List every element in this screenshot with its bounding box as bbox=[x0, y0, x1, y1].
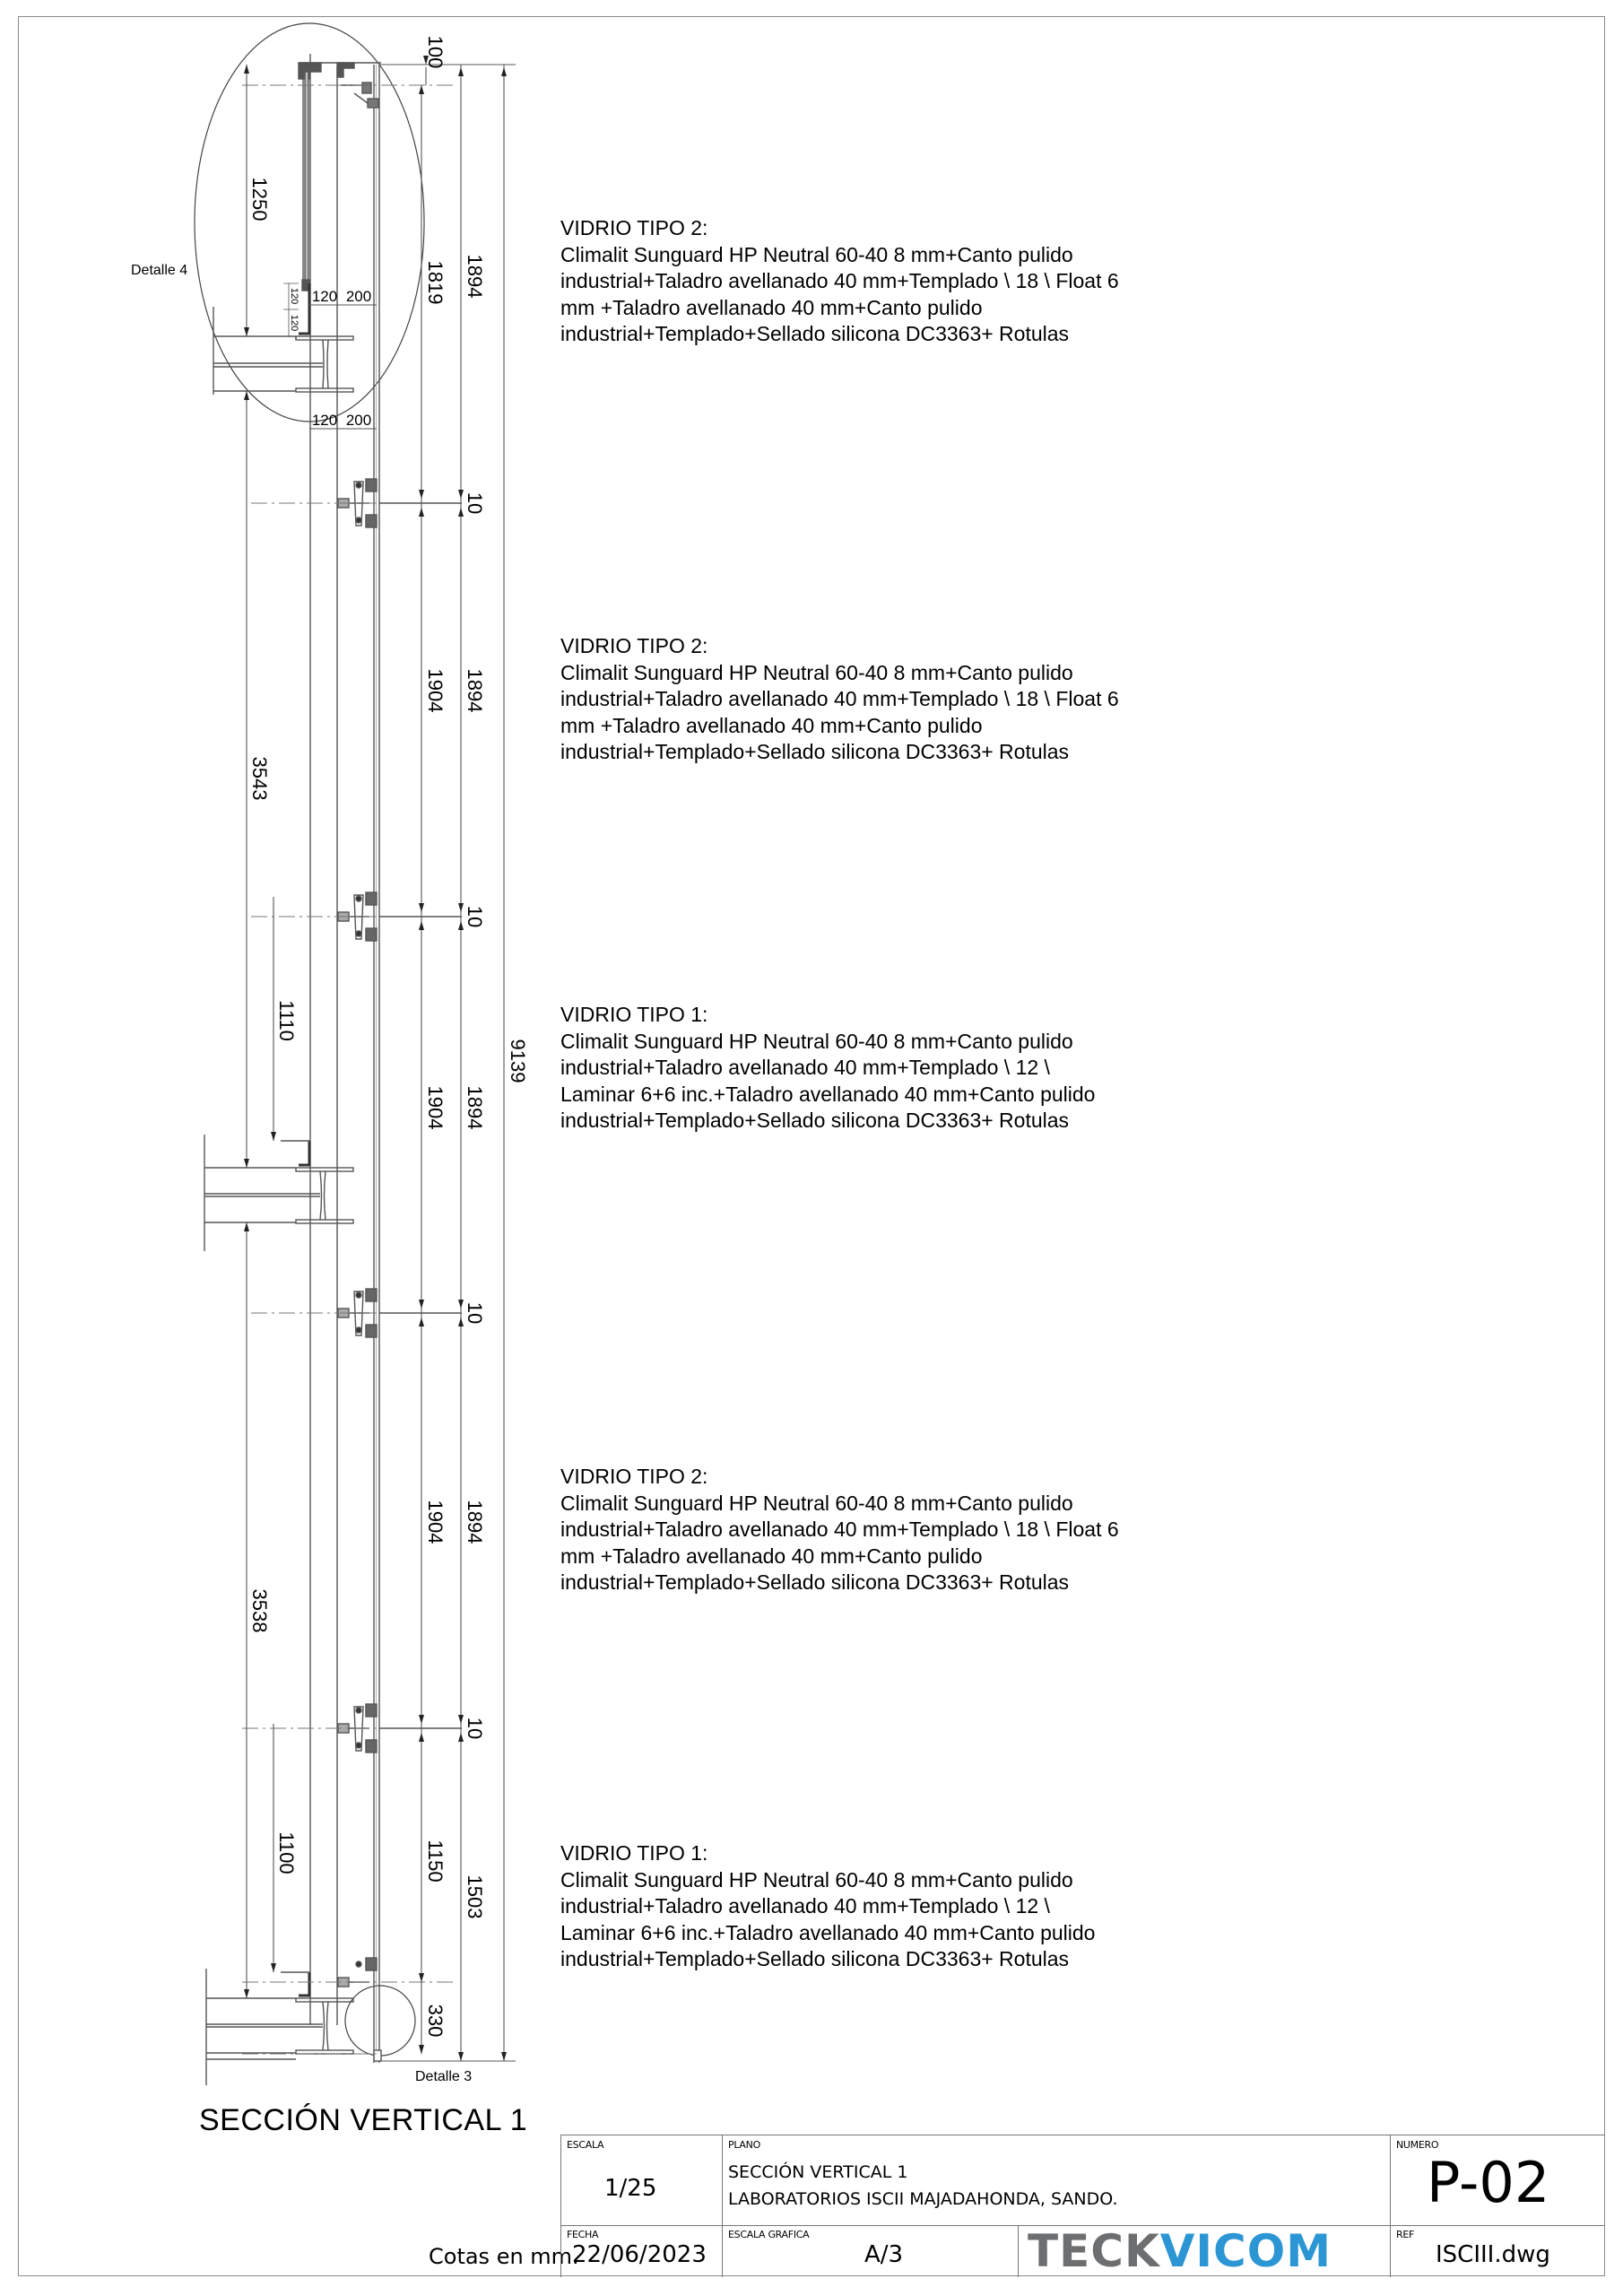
fecha-label: FECHA bbox=[567, 2229, 599, 2240]
note-line: industrial+Taladro avellanado 40 mm+Templado \ 12 \ bbox=[560, 1056, 1050, 1079]
note-line: industrial+Templado+Sellado silicona DC3363+ Rotulas bbox=[560, 322, 1070, 345]
dim-lines bbox=[247, 65, 516, 2061]
detail-4-callout bbox=[195, 23, 424, 422]
dim-panel1-outer: 1894 bbox=[464, 254, 486, 299]
numero-value: P-02 bbox=[1427, 2150, 1550, 2215]
note-heading: VIDRIO TIPO 2: bbox=[560, 216, 708, 239]
escala-grafica-label: ESCALA GRAFICA bbox=[728, 2229, 810, 2240]
dim-joint-3: 10 bbox=[464, 1301, 486, 1325]
dim-detail-small-2: 120 bbox=[289, 314, 299, 332]
escala-cell bbox=[560, 2135, 722, 2225]
note-line: industrial+Templado+Sellado silicona DC3363+ Rotulas bbox=[560, 740, 1070, 763]
note-heading: VIDRIO TIPO 1: bbox=[560, 1841, 708, 1865]
dim-slab-span-1: 3543 bbox=[248, 756, 271, 801]
dim-panel5-inner: 1150 bbox=[424, 1839, 447, 1883]
fecha-value: 22/06/2023 bbox=[572, 2241, 707, 2268]
note-line: mm +Taladro avellanado 40 mm+Canto pulido bbox=[560, 713, 983, 737]
slab-middle bbox=[204, 1135, 353, 1251]
dim-top-offset: 100 bbox=[424, 35, 447, 69]
detail-3-label: Detalle 3 bbox=[415, 2069, 473, 2084]
detail-4-label: Detalle 4 bbox=[131, 263, 188, 278]
dim-panel2-outer: 1894 bbox=[464, 668, 486, 713]
section-title: SECCIÓN VERTICAL 1 bbox=[199, 2103, 528, 2137]
note-line: industrial+Taladro avellanado 40 mm+Templado \ 18 \ Float 6 bbox=[560, 269, 1119, 292]
glass-note bbox=[560, 633, 1170, 766]
dim-top-left-height: 1250 bbox=[248, 177, 271, 222]
logo-part-2: VICOM bbox=[1159, 2225, 1332, 2277]
dim-panel4-inner: 1904 bbox=[424, 1500, 447, 1544]
detail-3-callout bbox=[345, 1986, 415, 2056]
dim-slab-span-2: 3538 bbox=[248, 1588, 271, 1633]
plano-line-2: LABORATORIOS ISCII MAJADAHONDA, SANDO. bbox=[728, 2189, 1118, 2209]
ref-label: REF bbox=[1396, 2229, 1415, 2240]
dim-panel4-outer: 1894 bbox=[464, 1500, 486, 1544]
note-line: industrial+Templado+Sellado silicona DC3363+ Rotulas bbox=[560, 1947, 1070, 1970]
note-line: mm +Taladro avellanado 40 mm+Canto pulido bbox=[560, 295, 983, 319]
note-line: industrial+Taladro avellanado 40 mm+Templado \ 18 \ Float 6 bbox=[560, 687, 1119, 710]
note-line: Climalit Sunguard HP Neutral 60-40 8 mm+Canto pulido bbox=[560, 660, 1073, 684]
glass-note bbox=[560, 1840, 1170, 1973]
fecha-cell bbox=[560, 2225, 722, 2277]
numero-cell bbox=[1390, 2135, 1605, 2225]
note-line: industrial+Taladro avellanado 40 mm+Templado \ 18 \ Float 6 bbox=[560, 1518, 1119, 1541]
dim-detail-small-1: 120 bbox=[289, 287, 299, 305]
title-block bbox=[560, 2135, 1605, 2277]
note-heading: VIDRIO TIPO 2: bbox=[560, 1465, 708, 1488]
glass-note bbox=[560, 1002, 1170, 1135]
escala-value: 1/25 bbox=[604, 2175, 657, 2202]
glass-note bbox=[560, 1464, 1170, 1596]
plano-cell bbox=[722, 2135, 1390, 2225]
logo-cell bbox=[1018, 2225, 1390, 2277]
note-line: Climalit Sunguard HP Neutral 60-40 8 mm+Canto pulido bbox=[560, 242, 1073, 266]
dim-panel3-inner: 1904 bbox=[424, 1085, 447, 1130]
escala-grafica-cell bbox=[722, 2225, 1018, 2277]
dim-offset-120-b: 120 bbox=[311, 412, 338, 429]
units-note: Cotas en mm. bbox=[429, 2244, 579, 2269]
dim-panel2-inner: 1904 bbox=[424, 668, 447, 713]
dim-offset-200-a: 200 bbox=[345, 288, 372, 305]
dim-arrows bbox=[244, 56, 507, 2061]
dim-panel5-outer: 1503 bbox=[464, 1874, 486, 1919]
top-cap bbox=[299, 63, 381, 287]
note-heading: VIDRIO TIPO 1: bbox=[560, 1003, 708, 1026]
note-line: Laminar 6+6 inc.+Taladro avellanado 40 mm+Canto pulido bbox=[560, 1920, 1096, 1944]
note-line: Climalit Sunguard HP Neutral 60-40 8 mm+Canto pulido bbox=[560, 1867, 1073, 1892]
ref-cell bbox=[1390, 2225, 1605, 2277]
dim-joint-1: 10 bbox=[464, 491, 486, 515]
dim-joint-2: 10 bbox=[464, 905, 486, 928]
dim-offset-200-b: 200 bbox=[345, 412, 372, 429]
glass-panel-line bbox=[374, 65, 379, 2063]
plano-label: PLANO bbox=[728, 2139, 760, 2151]
dim-rail-2: 1100 bbox=[275, 1831, 298, 1874]
note-line: industrial+Templado+Sellado silicona DC3363+ Rotulas bbox=[560, 1570, 1070, 1594]
dim-joint-4: 10 bbox=[464, 1717, 486, 1740]
note-line: Laminar 6+6 inc.+Taladro avellanado 40 mm+Canto pulido bbox=[560, 1082, 1096, 1106]
note-heading: VIDRIO TIPO 2: bbox=[560, 634, 708, 657]
numero-label: NUMERO bbox=[1396, 2139, 1439, 2151]
slab-bottom bbox=[206, 1969, 353, 2085]
escala-label: ESCALA bbox=[567, 2139, 604, 2151]
note-line: industrial+Taladro avellanado 40 mm+Templado \ 12 \ bbox=[560, 1894, 1050, 1918]
dim-panel1-inner: 1819 bbox=[424, 260, 447, 305]
note-line: industrial+Templado+Sellado silicona DC3363+ Rotulas bbox=[560, 1109, 1070, 1132]
note-line: mm +Taladro avellanado 40 mm+Canto pulido bbox=[560, 1544, 983, 1568]
note-line: Climalit Sunguard HP Neutral 60-40 8 mm+Canto pulido bbox=[560, 1491, 1073, 1515]
teckvicom-logo bbox=[1028, 2225, 1332, 2277]
dim-rail-1: 1110 bbox=[275, 1000, 298, 1041]
note-line: Climalit Sunguard HP Neutral 60-40 8 mm+Canto pulido bbox=[560, 1029, 1073, 1053]
logo-part-1: TECK bbox=[1028, 2225, 1160, 2277]
dim-bottom-offset: 330 bbox=[424, 2004, 447, 2038]
dim-total-height: 9139 bbox=[507, 1039, 529, 1083]
plano-line-1: SECCIÓN VERTICAL 1 bbox=[728, 2162, 908, 2182]
ref-value: ISCIII.dwg bbox=[1436, 2241, 1550, 2268]
dim-panel3-outer: 1894 bbox=[464, 1085, 486, 1130]
glass-note bbox=[560, 215, 1170, 348]
dim-offset-120-a: 120 bbox=[311, 288, 338, 305]
escala-grafica-value: A/3 bbox=[864, 2241, 904, 2268]
spider-fitting-top bbox=[341, 83, 378, 108]
